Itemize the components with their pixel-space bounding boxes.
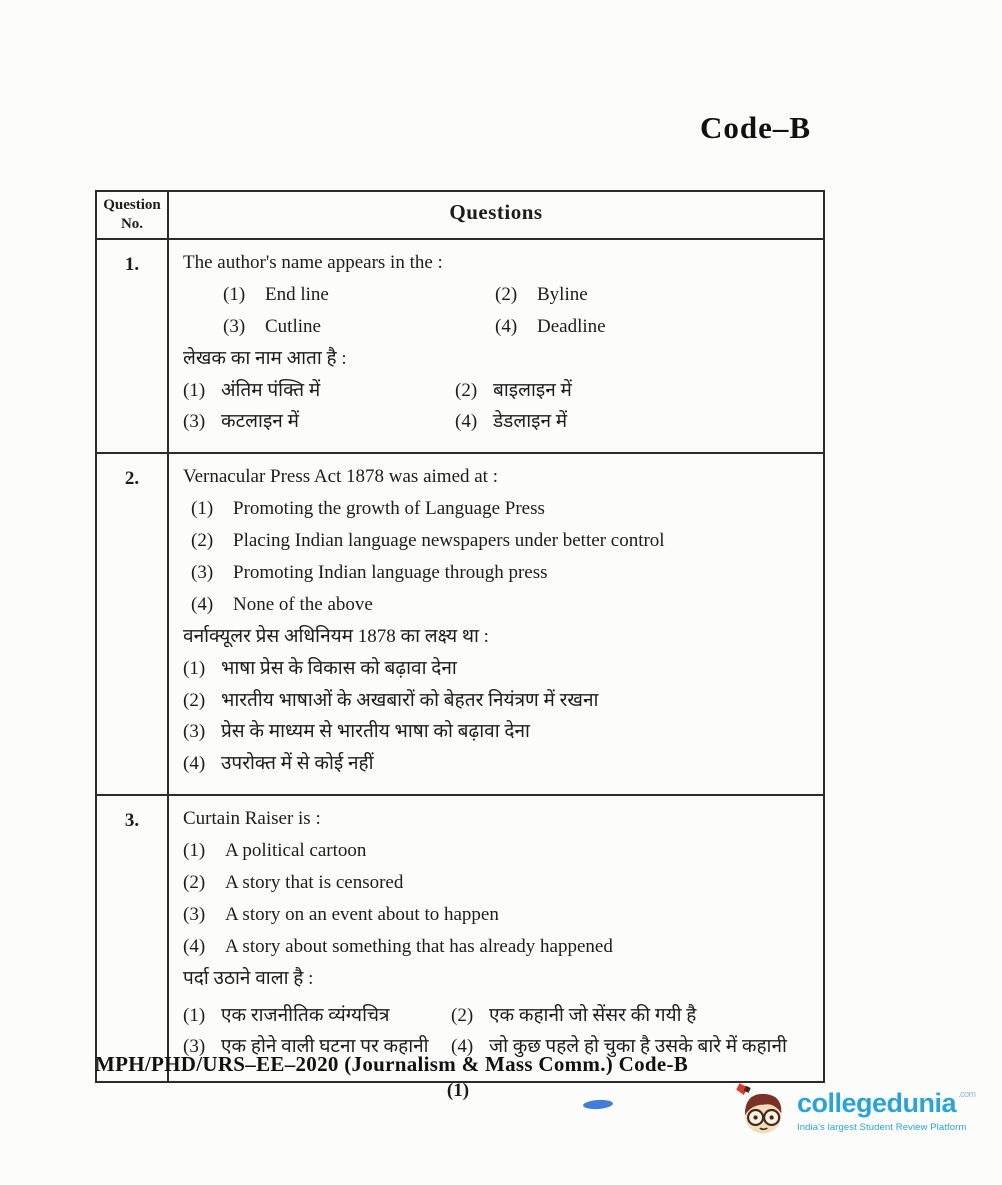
option-number: (2) [495, 283, 518, 305]
option [495, 285, 813, 306]
option [191, 595, 813, 616]
option [191, 531, 813, 552]
question-stem-en: Curtain Raiser is : [183, 808, 321, 830]
option-text: एक राजनीतिक व्यंग्यचित्र [221, 1004, 390, 1026]
option-text: None of the above [233, 593, 373, 615]
option-number: (2) [183, 872, 206, 894]
option-number: (3) [183, 903, 206, 925]
question-content [169, 454, 823, 794]
option-text: Promoting Indian language through press [233, 562, 548, 584]
brand-tld: .com [958, 1089, 976, 1099]
option-number: (4) [495, 315, 518, 337]
option-number: (1) [183, 379, 206, 401]
question-content [169, 796, 823, 1081]
option-text: A story about something that has already happened [225, 935, 613, 957]
option-text: बाइलाइन में [493, 379, 572, 401]
option [183, 659, 813, 680]
option-text: भारतीय भाषाओं के अखबारों को बेहतर नियंत्रण में रखना [221, 689, 599, 711]
option-number: (3) [183, 411, 206, 433]
option-text: Placing Indian language newspapers under better control [233, 530, 665, 552]
option-text: डेडलाइन में [493, 411, 568, 433]
options-en-list [183, 499, 813, 616]
options-hi-grid [183, 1006, 813, 1059]
question-table [95, 190, 825, 1083]
collegedunia-logo [733, 1080, 976, 1140]
option-number: (3) [183, 721, 206, 743]
option-text: End line [265, 283, 329, 305]
mascot-icon [733, 1080, 791, 1140]
option [183, 873, 813, 894]
table-header-question-no [97, 192, 169, 238]
option-number: (4) [183, 935, 206, 957]
option [495, 317, 813, 338]
option-text: कटलाइन में [221, 411, 299, 433]
option-number: (2) [451, 1004, 474, 1026]
option-text: Cutline [265, 315, 321, 337]
question-stem-hi: लेखक का नाम आता है : [183, 347, 347, 369]
question-row-2 [97, 454, 823, 796]
option [183, 937, 813, 958]
option-number: (1) [191, 498, 214, 520]
question-number: 2. [97, 454, 169, 794]
options-en-list [183, 841, 813, 958]
option-number: (3) [183, 1036, 206, 1058]
footer-paper-title: MPH/PHD/URS–EE–2020 (Journalism & Mass Comm.) Code-B [95, 1052, 689, 1076]
option-number: (2) [455, 379, 478, 401]
option [183, 1006, 451, 1027]
header-no-word: No. [120, 215, 144, 232]
header-question-word: Question [103, 197, 161, 213]
option-number: (1) [223, 283, 246, 305]
option [451, 1006, 813, 1027]
option [223, 285, 495, 306]
option [223, 317, 495, 338]
option-text: A story on an event about to happen [225, 903, 499, 925]
paper-code-label: Code–B [700, 110, 812, 145]
question-stem-hi: पर्दा उठाने वाला है : [183, 967, 314, 989]
option-text: एक होने वाली घटना पर कहानी [221, 1036, 429, 1058]
question-content [169, 240, 823, 452]
question-stem-en: Vernacular Press Act 1878 was aimed at : [183, 466, 498, 488]
option-number: (4) [183, 753, 206, 775]
options-en-grid [183, 285, 813, 338]
question-row-1 [97, 240, 823, 454]
option-text: अंतिम पंक्ति में [221, 379, 321, 401]
option-text: भाषा प्रेस के विकास को बढ़ावा देना [221, 657, 457, 679]
option-text: A story that is censored [225, 872, 404, 894]
option [183, 722, 813, 743]
question-number: 1. [97, 240, 169, 452]
option-text: Deadline [537, 315, 606, 337]
brand-word: collegedunia [797, 1088, 957, 1118]
option [455, 381, 813, 402]
table-header-row [97, 192, 823, 240]
option [183, 691, 813, 712]
option-number: (1) [183, 657, 206, 679]
question-number: 3. [97, 796, 169, 1081]
page-number: (1) [446, 1080, 470, 1101]
option-number: (4) [455, 411, 478, 433]
option-text: Byline [537, 283, 588, 305]
option-number: (4) [191, 593, 214, 615]
option-number: (3) [191, 562, 214, 584]
option [183, 381, 455, 402]
option-text: Promoting the growth of Language Press [233, 498, 545, 520]
options-hi-grid [183, 381, 813, 434]
option [191, 563, 813, 584]
logo-text [797, 1080, 976, 1133]
table-header-questions: Questions [449, 200, 543, 224]
question-row-3 [97, 796, 823, 1081]
option-text: जो कुछ पहले हो चुका है उसके बारे में कहानी [489, 1036, 787, 1058]
brand-tagline: India's largest Student Review Platform [797, 1122, 967, 1133]
question-stem-en: The author's name appears in the : [183, 252, 443, 273]
option-text: एक कहानी जो सेंसर की गयी है [489, 1004, 697, 1026]
option [183, 905, 813, 926]
option [183, 841, 813, 862]
option-number: (3) [223, 315, 246, 337]
option [183, 412, 455, 433]
option-number: (2) [183, 689, 206, 711]
option-number: (1) [183, 840, 206, 862]
options-hi-list [183, 659, 813, 776]
option [183, 754, 813, 775]
option-number: (1) [183, 1004, 206, 1026]
question-stem-hi: वर्नाक्यूलर प्रेस अधिनियम 1878 का लक्ष्य था : [183, 625, 489, 647]
option-number: (2) [191, 530, 214, 552]
option [191, 499, 813, 520]
option-text: उपरोक्त में से कोई नहीं [221, 753, 374, 775]
option [455, 412, 813, 433]
option-number: (4) [451, 1036, 474, 1058]
option-text: प्रेस के माध्यम से भारतीय भाषा को बढ़ावा देना [221, 721, 530, 743]
option-text: A political cartoon [225, 840, 367, 862]
brand-name [797, 1090, 976, 1117]
